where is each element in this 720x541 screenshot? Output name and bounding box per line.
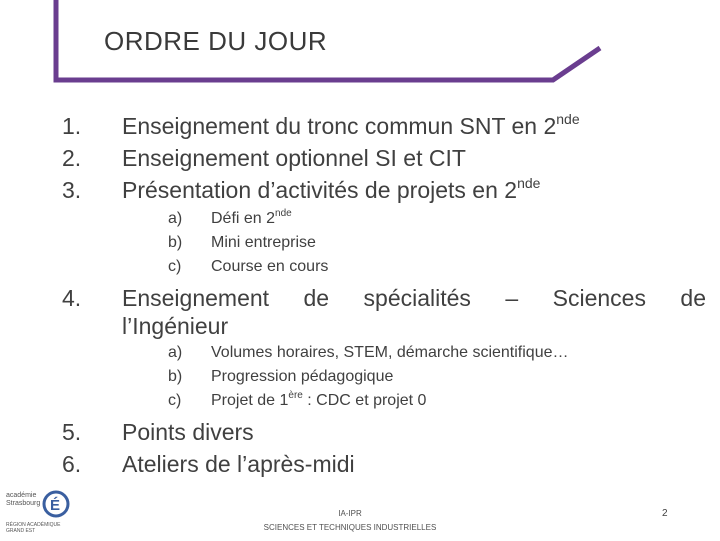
sub-sup: nde	[275, 208, 292, 219]
sub-text-post: : CDC et projet 0	[302, 392, 427, 409]
agenda-item-4-line2: l’Ingénieur	[122, 313, 229, 339]
page-number: 2	[662, 508, 668, 519]
sub-letter: c)	[168, 392, 182, 409]
item-text: Enseignement optionnel SI et CIT	[122, 145, 466, 171]
sub-letter: a)	[168, 344, 183, 361]
item-text: Présentation d’activités de projets en 2	[122, 177, 518, 203]
sub-letter: b)	[168, 234, 183, 251]
sub-text: Course en cours	[211, 258, 329, 275]
sub-text-pre: Projet de 1	[211, 392, 289, 409]
sub-text: Progression pédagogique	[211, 368, 394, 385]
word: spécialités	[363, 285, 471, 311]
logo-line-1: académie	[6, 492, 37, 499]
sub-text: Mini entreprise	[211, 234, 316, 251]
word: de	[680, 285, 707, 311]
slide-title: ORDRE DU JOUR	[104, 26, 328, 56]
item-number: 1.	[62, 113, 82, 139]
sub-text: Volumes horaires, STEM, démarche scientifique…	[211, 344, 569, 361]
sub-letter: c)	[168, 258, 182, 275]
item-number: 4.	[62, 285, 82, 311]
logo-line-3: RÉGION ACADÉMIQUE	[6, 522, 61, 528]
item-number: 3.	[62, 177, 82, 203]
item-text: Enseignement du tronc commun SNT en 2	[122, 113, 557, 139]
item-number: 5.	[62, 419, 82, 445]
footer-line-2: SCIENCES ET TECHNIQUES INDUSTRIELLES	[263, 523, 437, 532]
word: Sciences	[552, 285, 646, 311]
word: de	[303, 285, 330, 311]
item-sup: nde	[517, 175, 541, 191]
sub-letter: b)	[168, 368, 183, 385]
item-text: Points divers	[122, 419, 254, 445]
academy-logo	[4, 486, 74, 536]
sub-sup: ère	[288, 390, 303, 401]
word: Enseignement	[122, 285, 270, 311]
sub-letter: a)	[168, 210, 183, 227]
sub-text: Défi en 2	[211, 210, 276, 227]
item-number: 6.	[62, 451, 82, 477]
item-text: Ateliers de l’après-midi	[122, 451, 355, 477]
agenda-item-4-line1	[122, 285, 706, 312]
item-sup: nde	[556, 111, 580, 127]
svg-text:É: É	[50, 497, 61, 514]
word: –	[505, 285, 519, 311]
item-number: 2.	[62, 145, 82, 171]
logo-line-4: GRAND EST	[6, 528, 36, 534]
footer-line-1: IA-IPR	[338, 509, 362, 518]
logo-line-2: Strasbourg	[6, 500, 41, 507]
